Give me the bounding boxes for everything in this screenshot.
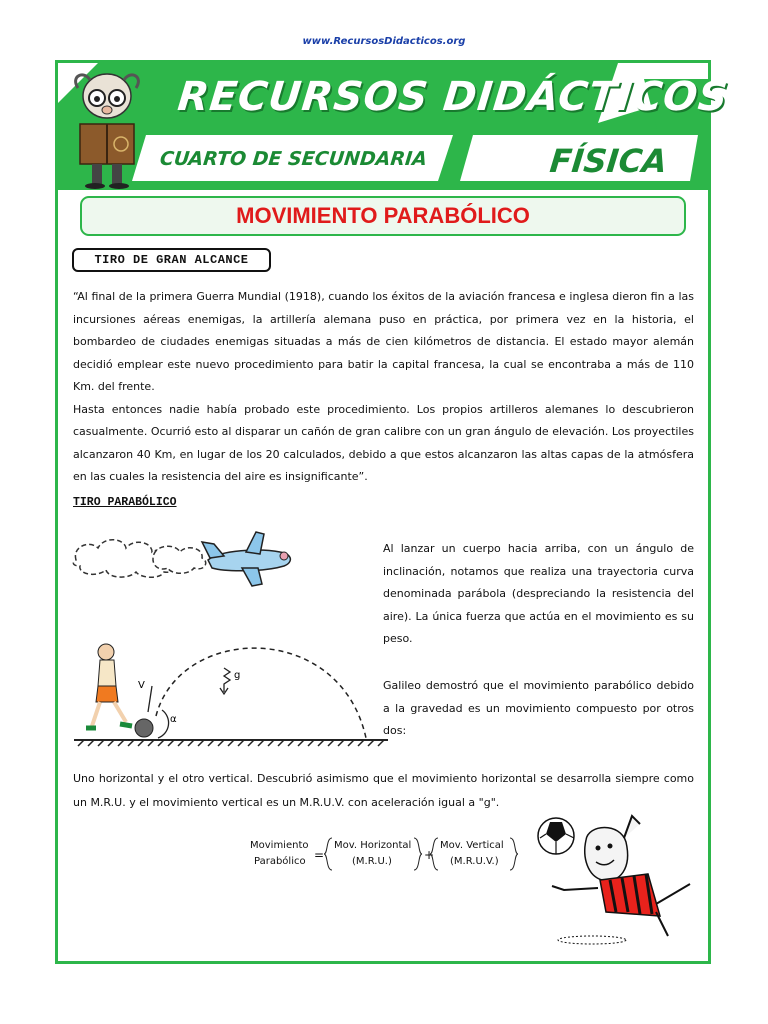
- galileo-paragraph: Galileo demostró que el movimiento parabólico debido a la gravedad es un movimiento compuesto por otros dos:: [383, 679, 694, 737]
- formula-term2-line2: (M.R.U.V.): [450, 856, 499, 867]
- velocity-vector: [148, 686, 152, 712]
- formula-plus: +: [424, 848, 435, 862]
- goalkeeper-illustration: [536, 808, 704, 948]
- angle-arc: [158, 710, 169, 738]
- parabolic-trajectory: [156, 648, 366, 738]
- composition-text: Uno horizontal y el otro vertical. Descubrió asimismo que el movimiento horizontal se desarrolla siempre como un M.R.U. y el movimiento vertical es un M.R.U.V. con aceleración igual a "g".: [73, 772, 694, 809]
- section-heading-tiro-gran-alcance: TIRO DE GRAN ALCANCE: [72, 248, 271, 272]
- galileo-description: [383, 675, 694, 743]
- section-heading-tiro-parabolico: TIRO PARABÓLICO: [73, 496, 177, 509]
- intro-paragraph-2: Hasta entonces nadie había probado este procedimiento. Los propios artilleros alemanes lo descubrieron casualmente. Ocurrió esto al disparar un cañón de gran calibre con un gran ángulo de elevación. Los proyectiles alcanzaron 40 Km, en lugar de los 20 calculados, debido a que estos alcanzaron las altas capas de la atmósfera en las cuales la resistencia del aire es insignificante”.: [73, 402, 694, 483]
- formula-lhs-line1: Movimiento: [250, 840, 309, 851]
- subject-label: FÍSICA: [548, 142, 669, 180]
- airplane-icon: [202, 532, 290, 586]
- intro-paragraph-1: “Al final de la primera Guerra Mundial (1918), cuando los éxitos de la aviación francesa e inglesa dieron fin a las incursiones aéreas enemigas, la artillería alemana puso en práctica, por primera vez en la historia, el bombardeo de ciudades enemigas situadas a más de cien kilómetros de distancia. El estado mayor alemán decidió emplear este nuevo procedimiento para batir la capital francesa, la cual se encontraba a más de 110 Km. del frente.: [73, 290, 694, 393]
- grade-label: CUARTO DE SECUNDARIA: [158, 148, 429, 170]
- intro-text: [73, 286, 694, 489]
- soccer-player-icon: [86, 644, 132, 728]
- website-url[interactable]: www.RecursosDidacticos.org: [302, 36, 466, 47]
- parabolic-description: [383, 538, 694, 651]
- airplane-illustration: [70, 528, 300, 590]
- gravity-label: g: [234, 670, 241, 681]
- ball-icon: [135, 719, 153, 737]
- formula-braces: [246, 836, 526, 882]
- motion-formula: [246, 836, 526, 882]
- parabolic-paragraph-1: Al lanzar un cuerpo hacia arriba, con un ángulo de inclinación, notamos que realiza una trayectoria curva denominada parábola (despreciando la resistencia del aire). La única fuerza que actúa en el movimiento es su peso.: [383, 542, 694, 645]
- formula-lhs-line2: Parabólico: [254, 856, 306, 867]
- formula-term2-line1: Mov. Vertical: [440, 840, 504, 851]
- soccer-ball-icon: [538, 818, 574, 854]
- formula-term1-line2: (M.R.U.): [352, 856, 392, 867]
- formula-equals: =: [314, 848, 325, 862]
- topic-title: MOVIMIENTO PARABÓLICO: [80, 196, 686, 236]
- projectile-diagram: [70, 630, 392, 752]
- site-title: RECURSOS DIDÁCTICOS: [175, 74, 731, 120]
- angle-label: α: [170, 714, 177, 725]
- formula-term1-line1: Mov. Horizontal: [334, 840, 412, 851]
- professor-mascot: [60, 66, 155, 190]
- velocity-label: V: [138, 680, 145, 691]
